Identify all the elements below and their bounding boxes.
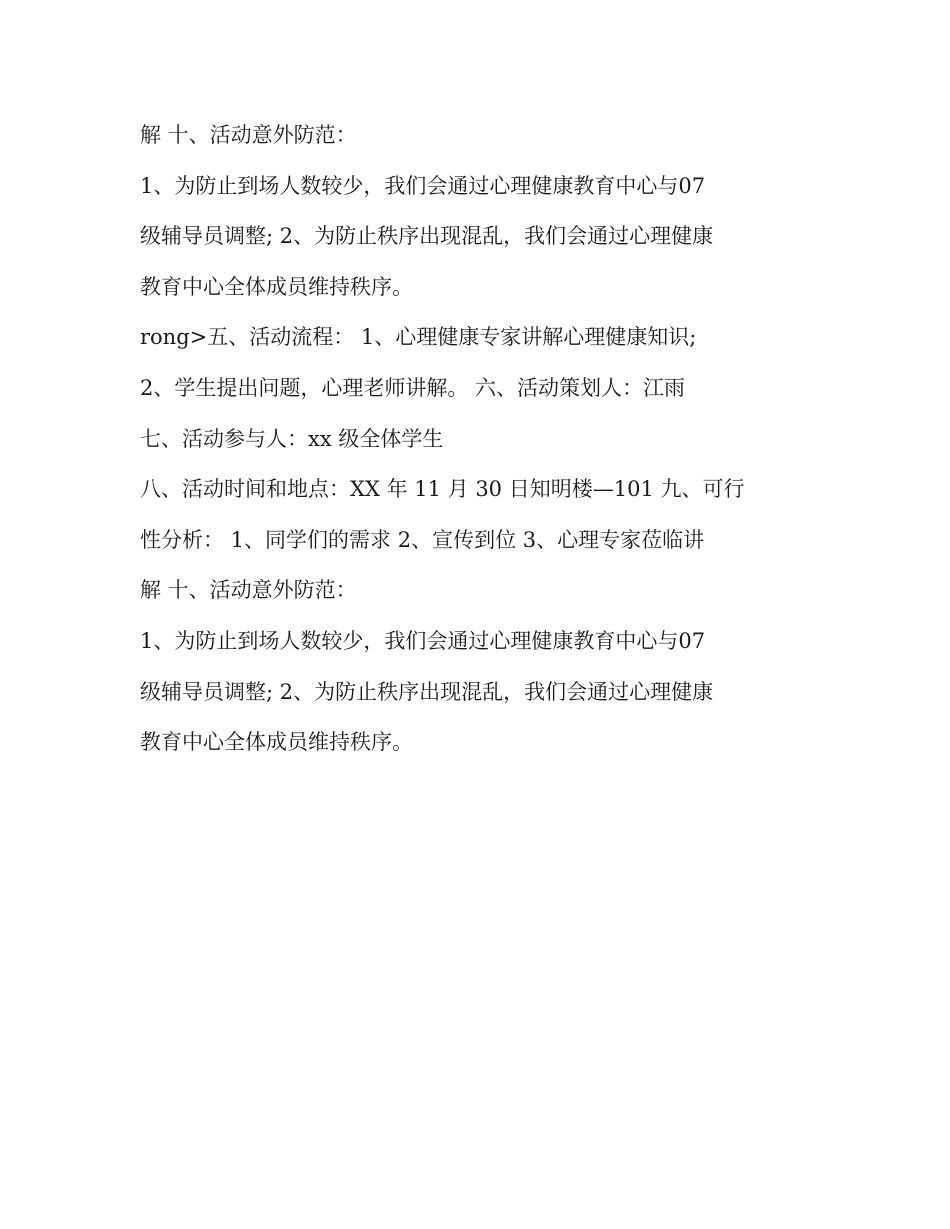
text-line: 级辅导员调整; 2、为防止秩序出现混乱，我们会通过心理健康 bbox=[140, 224, 714, 249]
text-line: 教育中心全体成员维持秩序。 bbox=[140, 730, 413, 755]
text-line: 2、学生提出问题，心理老师讲解。 六、活动策划人：江雨 bbox=[140, 375, 686, 400]
text-line: 1、为防止到场人数较少，我们会通过心理健康教育中心与07 bbox=[140, 173, 706, 198]
text-line: rong>五、活动流程： 1、心理健康专家讲解心理健康知识; bbox=[140, 325, 697, 350]
text-line: 级辅导员调整; 2、为防止秩序出现混乱，我们会通过心理健康 bbox=[140, 679, 714, 704]
text-line: 1、为防止到场人数较少，我们会通过心理健康教育中心与07 bbox=[140, 628, 706, 653]
text-line: 解 十、活动意外防范： bbox=[140, 123, 357, 147]
text-line: 教育中心全体成员维持秩序。 bbox=[140, 274, 413, 299]
document-body bbox=[140, 110, 830, 768]
text-line: 性分析： 1、同学们的需求 2、宣传到位 3、心理专家莅临讲 bbox=[140, 527, 705, 552]
text-line: 解 十、活动意外防范： bbox=[140, 578, 357, 603]
text-line: 八、活动时间和地点：XX 年 11 月 30 日知明楼—101 九、可行 bbox=[140, 477, 745, 502]
text-line: 七、活动参与人：xx 级全体学生 bbox=[140, 426, 444, 451]
